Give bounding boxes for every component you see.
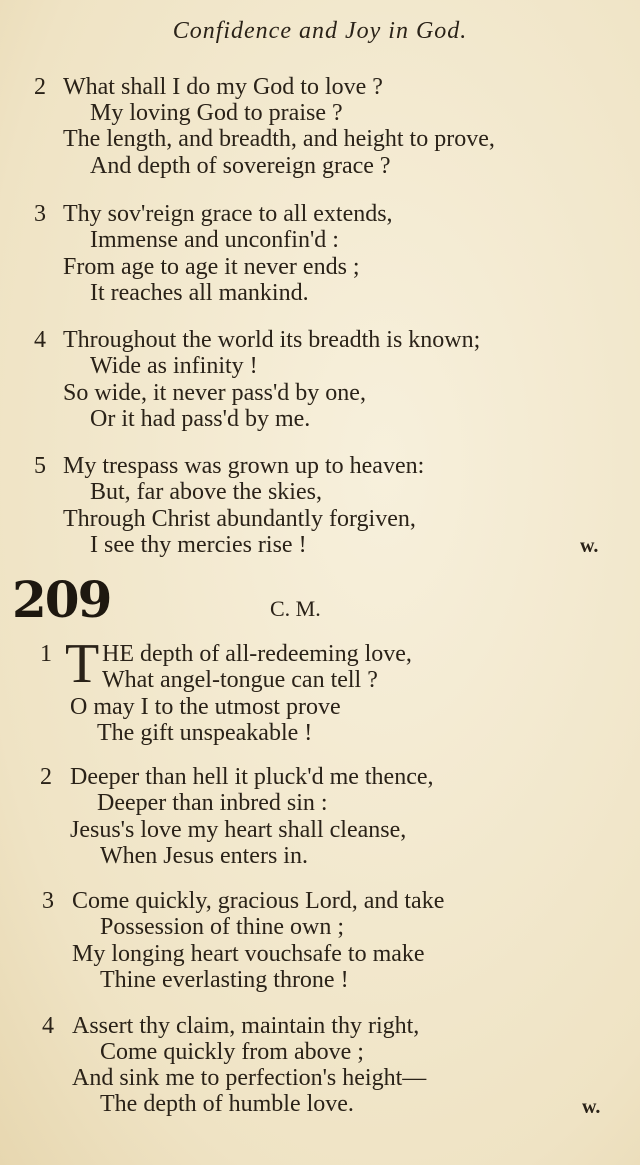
- verse-line: Throughout the world its breadth is known;: [63, 327, 481, 353]
- verse-line: Jesus's love my heart shall cleanse,: [70, 817, 407, 843]
- verse-line: HE depth of all-redeeming love,: [102, 641, 412, 667]
- verse-line: The gift unspeakable !: [97, 720, 313, 746]
- verse-line: Deeper than inbred sin :: [97, 790, 328, 816]
- verse-line: Or it had pass'd by me.: [90, 406, 311, 432]
- verse-line: My longing heart vouchsafe to make: [72, 941, 425, 967]
- verse-line: But, far above the skies,: [90, 479, 322, 505]
- page-header: Confidence and Joy in God.: [172, 18, 468, 44]
- verse-line: Assert thy claim, maintain thy right,: [72, 1013, 420, 1039]
- verse-line: O may I to the utmost prove: [70, 694, 341, 720]
- verse-line: What shall I do my God to love ?: [63, 74, 383, 100]
- verse-line: Wide as infinity !: [90, 353, 258, 379]
- hymn-meter: C. M.: [270, 596, 321, 621]
- verse-line: What angel-tongue can tell ?: [102, 667, 378, 693]
- verse-number: 5: [34, 453, 46, 479]
- verse-line: The depth of humble love.: [100, 1091, 354, 1117]
- verse-line: And sink me to perfection's height—: [72, 1065, 427, 1091]
- author-attribution: w.: [582, 1096, 601, 1118]
- verse-line: So wide, it never pass'd by one,: [63, 380, 366, 406]
- verse-number: 1: [40, 641, 52, 667]
- verse-line: And depth of sovereign grace ?: [90, 153, 391, 179]
- verse-line: Through Christ abundantly forgiven,: [63, 506, 416, 532]
- verse-line: It reaches all mankind.: [90, 280, 309, 306]
- hymn-number: 209: [12, 570, 111, 629]
- verse-line: My loving God to praise ?: [90, 100, 343, 126]
- verse-number: 2: [34, 74, 46, 100]
- verse-number: 3: [42, 888, 54, 914]
- verse-number: 4: [34, 327, 46, 353]
- drop-cap: T: [65, 633, 100, 695]
- verse-line: The length, and breadth, and height to prove,: [63, 126, 495, 152]
- verse-line: Thine everlasting throne !: [100, 967, 349, 993]
- verse-line: Immense and unconfin'd :: [90, 227, 339, 253]
- verse-line: From age to age it never ends ;: [63, 254, 360, 280]
- verse-line: When Jesus enters in.: [100, 843, 308, 869]
- verse-number: 2: [40, 764, 52, 790]
- verse-line: My trespass was grown up to heaven:: [63, 453, 425, 479]
- author-attribution: w.: [580, 535, 599, 557]
- verse-number: 3: [34, 201, 46, 227]
- verse-line: I see thy mercies rise !: [90, 532, 307, 558]
- verse-line: Come quickly, gracious Lord, and take: [72, 888, 445, 914]
- verse-line: Come quickly from above ;: [100, 1039, 364, 1065]
- verse-line: Deeper than hell it pluck'd me thence,: [70, 764, 434, 790]
- verse-line: Possession of thine own ;: [100, 914, 345, 940]
- verse-number: 4: [42, 1013, 54, 1039]
- verse-line: Thy sov'reign grace to all extends,: [63, 201, 393, 227]
